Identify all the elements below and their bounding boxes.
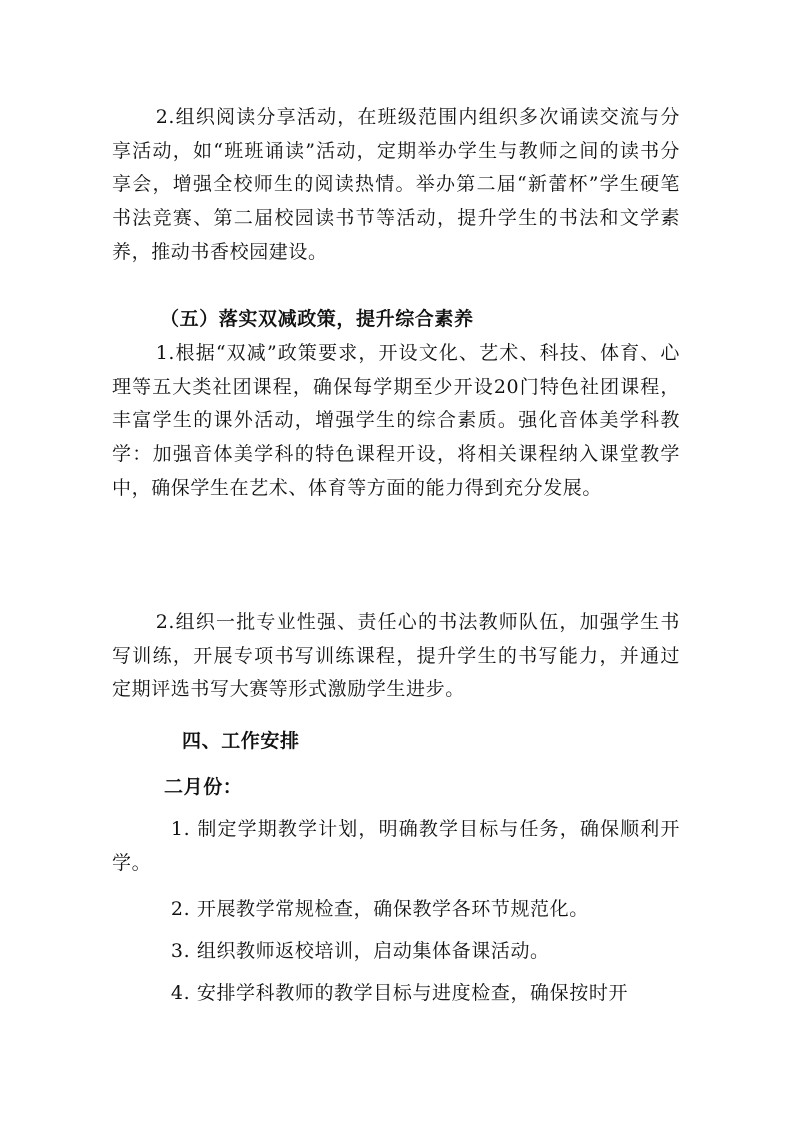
section-heading-work-arrangement: 四、工作安排 <box>182 730 300 752</box>
list-item: 3. 组织教师返校培训，启动集体备课活动。 <box>170 940 550 962</box>
section-heading-double-reduction: （五）落实双减政策，提升综合素养 <box>160 308 474 330</box>
list-item: 4. 安排学科教师的教学目标与进度检查，确保按时开 <box>170 982 629 1004</box>
paragraph-reading-sharing: 2.组织阅读分享活动，在班级范围内组织多次诵读交流与分享活动，如“班班诵读”活动，定期举办学生与教师之间的读书分享会，增强全校师生的阅读热情。举办第二届“新蕾杯”学生硬笔书法竞赛、第二届校园读书节等活动，提升学生的书法和文学素养，推动书香校园建设。 <box>112 106 680 263</box>
month-label-february: 二月份： <box>164 776 243 798</box>
paragraph-calligraphy-teachers: 2.组织一批专业性强、责任心的书法教师队伍，加强学生书写训练，开展专项书写训练课程，提升学生的书写能力，并通过定期评选书写大赛等形式激励学生进步。 <box>112 611 680 701</box>
list-item: 2. 开展教学常规检查，确保教学各环节规范化。 <box>170 898 589 920</box>
list-item: 1. 制定学期教学计划，明确教学目标与任务，确保顺利开学。 <box>112 818 680 874</box>
paragraph-club-courses: 1.根据“双减”政策要求，开设文化、艺术、科技、体育、心理等五大类社团课程，确保每学期至少开设20门特色社团课程，丰富学生的课外活动，增强学生的综合素质。强化音体美学科教学：加强音体美学科的特色课程开设，将相关课程纳入课堂教学中，确保学生在艺术、体育等方面的能力得到充分发展。 <box>112 342 680 499</box>
